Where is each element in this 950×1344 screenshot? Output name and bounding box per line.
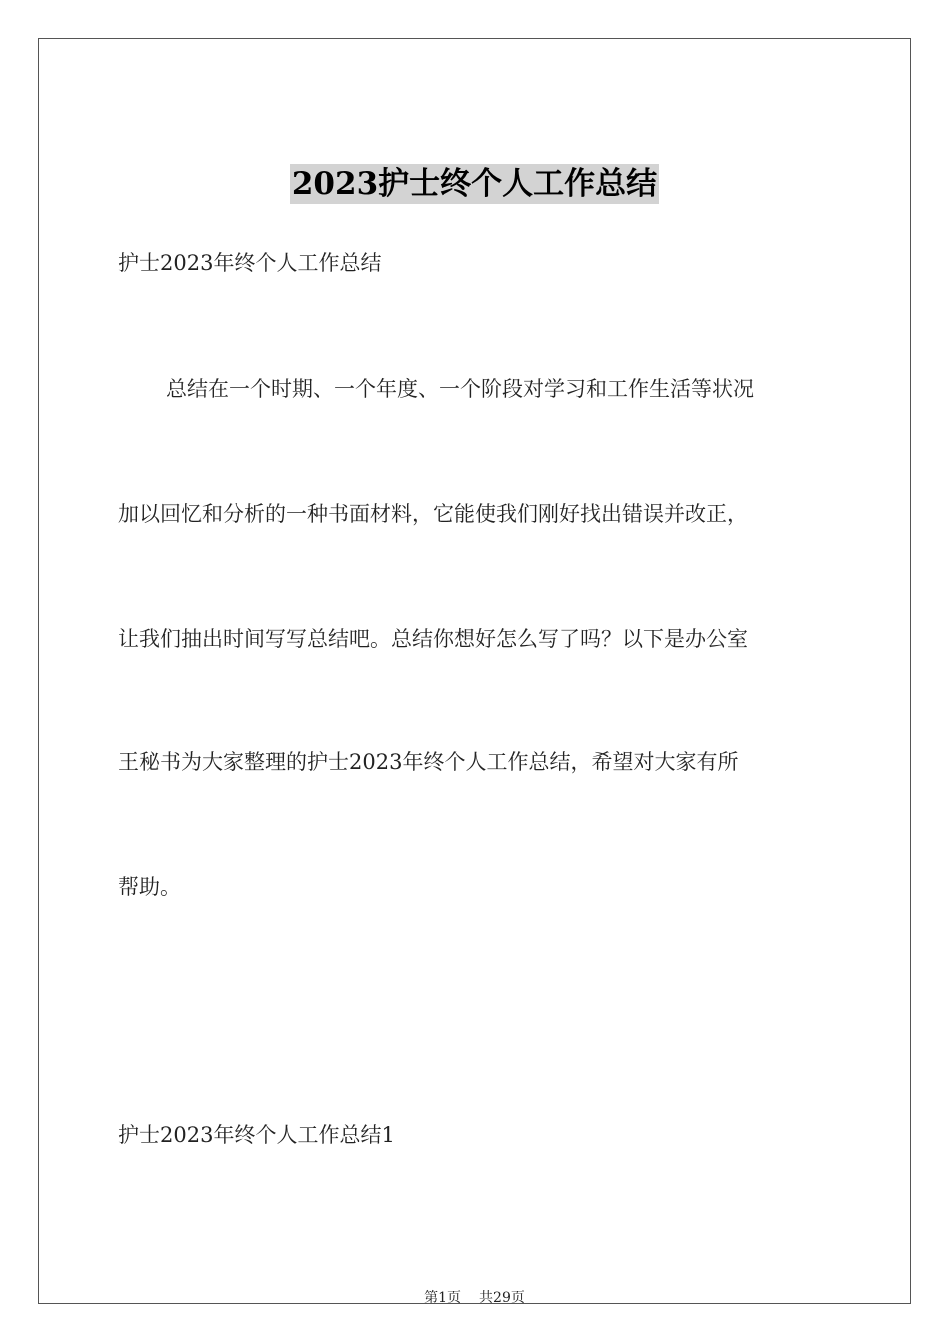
page-total: 共29页 [479, 1290, 525, 1306]
paragraph-line: 帮助。 [118, 875, 181, 899]
document-page [38, 38, 911, 1304]
paragraph-line: 加以回忆和分析的一种书面材料，它能使我们刚好找出错误并改正， [118, 502, 748, 526]
section-heading: 护士2023年终个人工作总结1 [118, 1123, 395, 1147]
document-title: 2023护士终个人工作总结 [291, 166, 658, 202]
paragraph-line: 让我们抽出时间写写总结吧。总结你想好怎么写了吗？以下是办公室 [118, 627, 748, 651]
paragraph-line: 王秘书为大家整理的护士2023年终个人工作总结，希望对大家有所 [118, 750, 739, 774]
paragraph-line: 总结在一个时期、一个年度、一个阶段对学习和工作生活等状况 [166, 377, 754, 401]
page-footer [39, 1287, 910, 1307]
title-container [39, 164, 910, 204]
document-subtitle: 护士2023年终个人工作总结 [118, 251, 382, 275]
page-number: 第1页 [424, 1290, 462, 1306]
